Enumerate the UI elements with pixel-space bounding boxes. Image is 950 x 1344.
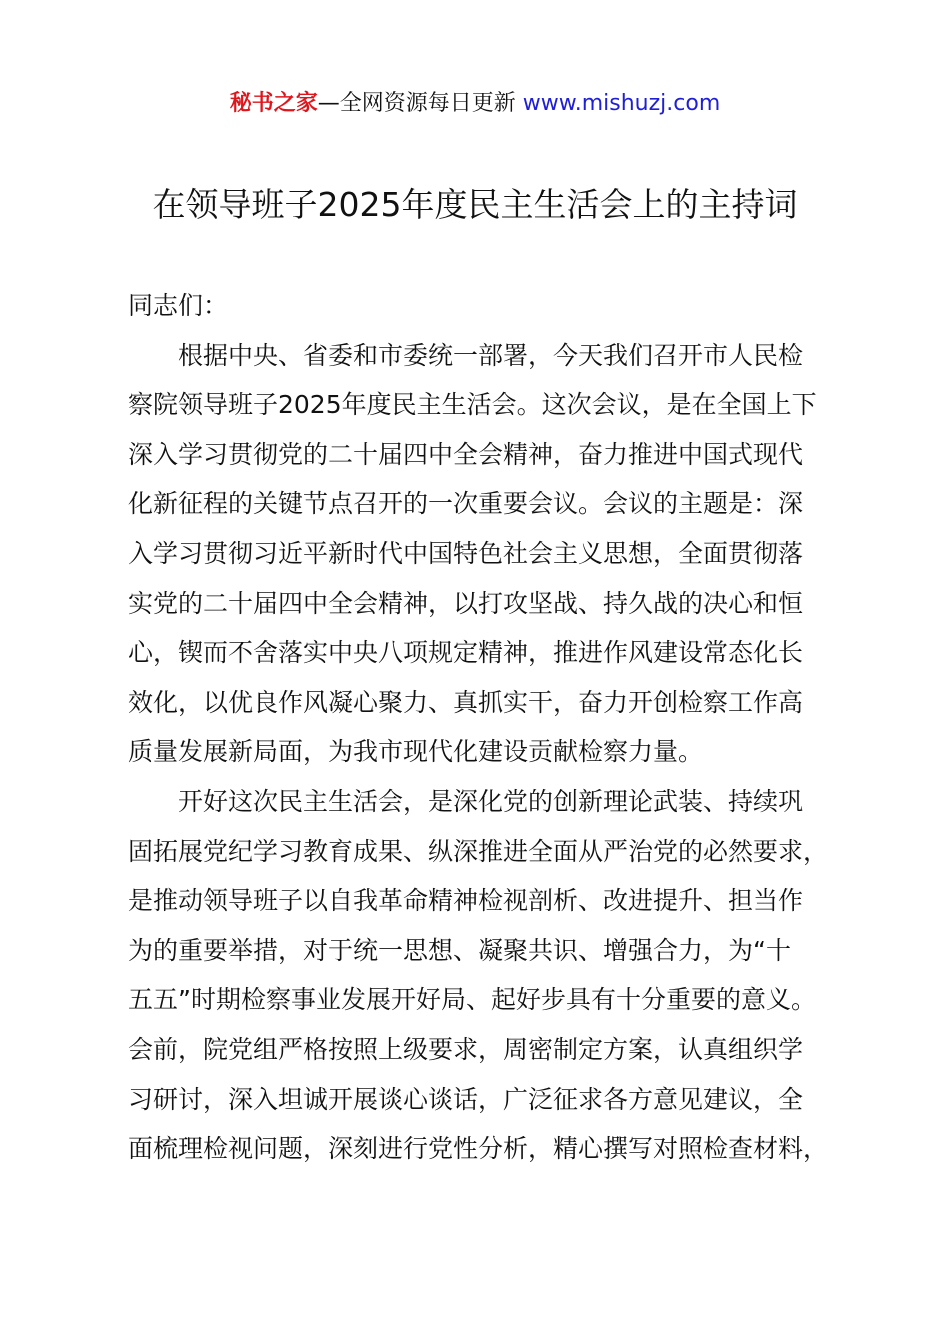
text-line: 为的重要举措，对于统一思想、凝聚共识、增强合力，为“十 bbox=[128, 935, 791, 965]
text-line: 入学习贯彻习近平新时代中国特色社会主义思想，全面贯彻落 bbox=[128, 538, 804, 568]
site-name: 秘书之家 bbox=[229, 91, 318, 116]
text-line: 面梳理检视问题，深刻进行党性分析，精心撰写对照检查材料， bbox=[128, 1134, 829, 1164]
paragraph-2 bbox=[128, 777, 838, 1174]
text-line: 开好这次民主生活会，是深化党的创新理论武装、持续巩 bbox=[178, 786, 804, 816]
paragraph-1 bbox=[128, 331, 838, 777]
text-line: 心，锲而不舍落实中央八项规定精神，推进作风建设常态化长 bbox=[128, 638, 804, 668]
site-header bbox=[0, 86, 950, 122]
document-body bbox=[128, 281, 838, 1174]
text-line: 根据中央、省委和市委统一部署，今天我们召开市人民检 bbox=[178, 340, 804, 370]
text-line: 五五”时期检察事业发展开好局、起好步具有十分重要的意义。 bbox=[128, 985, 816, 1015]
text-line: 是推动领导班子以自我革命精神检视剖析、改进提升、担当作 bbox=[128, 886, 804, 916]
text-line: 实党的二十届四中全会精神，以打攻坚战、持久战的决心和恒 bbox=[128, 588, 804, 618]
site-url-link[interactable]: www.mishuzj.com bbox=[522, 91, 721, 116]
salutation: 同志们： bbox=[128, 291, 229, 320]
text-line: 效化，以优良作风凝心聚力、真抓实干，奋力开创检察工作高 bbox=[128, 687, 804, 717]
text-line: 化新征程的关键节点召开的一次重要会议。会议的主题是：深 bbox=[128, 489, 804, 519]
text-line: 习研讨，深入坦诚开展谈心谈话，广泛征求各方意见建议，全 bbox=[128, 1084, 804, 1114]
text-line: 质量发展新局面，为我市现代化建设贡献检察力量。 bbox=[128, 737, 704, 767]
text-line: 察院领导班子2025年度民主生活会。这次会议，是在全国上下 bbox=[128, 390, 817, 420]
text-line: 会前，院党组严格按照上级要求，周密制定方案，认真组织学 bbox=[128, 1034, 804, 1064]
text-line: 固拓展党纪学习教育成果、纵深推进全面从严治党的必然要求， bbox=[128, 836, 829, 866]
site-tagline: —全网资源每日更新 bbox=[317, 91, 523, 116]
document-title: 在领导班子2025年度民主生活会上的主持词 bbox=[152, 185, 798, 224]
text-line: 深入学习贯彻党的二十届四中全会精神，奋力推进中国式现代 bbox=[128, 439, 804, 469]
